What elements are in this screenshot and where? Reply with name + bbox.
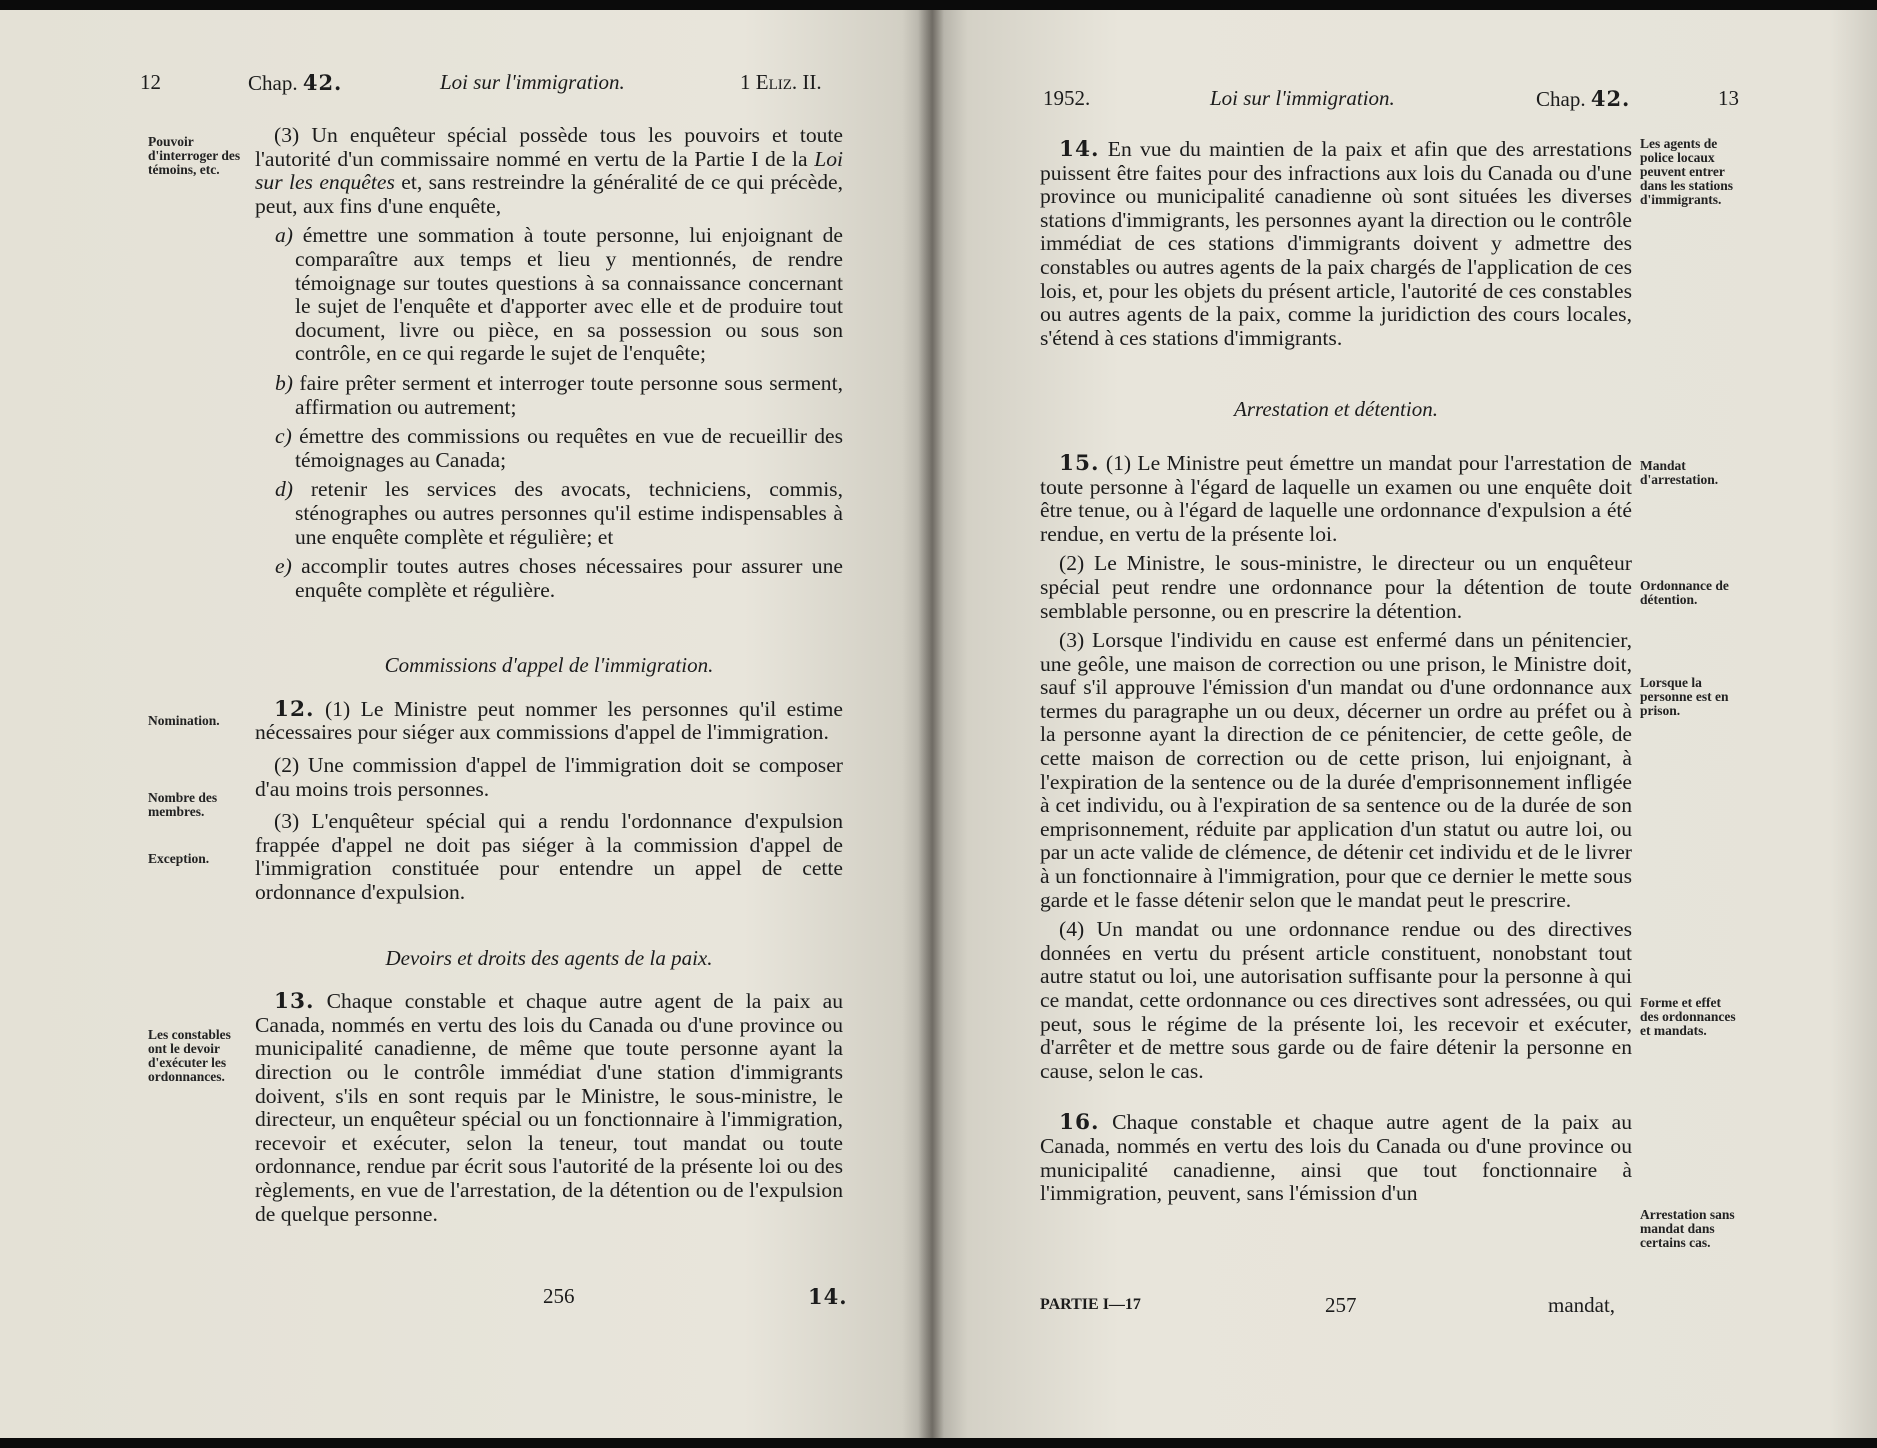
open-book: [0, 10, 1877, 1438]
left-body-text: [255, 124, 843, 1226]
margin-note-forme: Forme et effet des ordonnances et mandats.: [1640, 995, 1736, 1038]
left-running-title: Loi sur l'immigration.: [440, 70, 625, 94]
item-c: c) émettre des commissions ou requêtes en vue de recueillir des témoignages au Canada;: [275, 424, 843, 472]
right-year: 1952.: [1043, 86, 1091, 110]
right-running-title: Loi sur l'immigration.: [1210, 86, 1395, 110]
margin-note-constables: Les constables ont le devoir d'exécuter les ordonnances.: [148, 1027, 231, 1084]
section-13: 13. Chaque constable et chaque autre agent de la paix au Canada, nommés en vertu des lois du Canada ou d'une province ou municipalité canadienne, de même que toute personne ayant la direction ou le contrôle immédiat d'une station d'immigrants doivent, s'ils en sont requis par le Ministre, le sous-ministre, le directeur, un enquêteur spécial ou un fonctionnaire à l'immigration, recevoir et exécuter, selon la teneur, tout mandat ou toute ordonnance, rendue par écrit sous l'autorité de la présente loi ou des règlements, en vue de l'arrestation, de la détention ou de l'expulsion de quelque personne.: [255, 989, 843, 1226]
section-12-2: (2) Une commission d'appel de l'immigration doit se composer d'au moins trois personnes.: [255, 753, 843, 801]
section-12-3: (3) L'enquêteur spécial qui a rendu l'ordonnance d'expulsion frappée d'appel ne doit pas siéger à la commission d'appel de l'immigration constituée pour entendre un appel de cette ordonnance d'expulsion.: [255, 809, 843, 905]
heading-commissions: Commissions d'appel de l'immigration.: [384, 653, 714, 678]
section-12-1: 12. (1) Le Ministre peut nommer les personnes qu'il estime nécessaires pour siéger aux commissions d'appel de l'immigration.: [255, 696, 843, 745]
item-a: a) émettre une sommation à toute personne, lui enjoignant de comparaître aux temps et lieu y mentionnés, de rendre témoignage sur toutes questions à sa connaissance concernant le sujet de l'enquête et d'apporter avec elle et de produire tout document, livre ou pièce, en sa possession ou sous son contrôle, en ce qui regarde le sujet de l'enquête;: [275, 223, 843, 366]
margin-note-lorsque: Lorsque la personne est en prison.: [1640, 675, 1729, 718]
right-page: [930, 10, 1877, 1438]
margin-note-ordonnance: Ordonnance de détention.: [1640, 578, 1729, 607]
heading-arrestation: Arrestation et détention.: [1234, 397, 1438, 422]
right-catchword: mandat,: [1548, 1293, 1616, 1317]
right-page-number: 13: [1718, 86, 1739, 110]
margin-note-pouvoir: Pouvoir d'interroger des témoins, etc.: [148, 134, 241, 177]
section-15-1: 15. (1) Le Ministre peut émettre un mandat pour l'arrestation de toute personne à l'égard de laquelle un examen ou une enquête doit être tenue, ou à l'égard de laquelle une ordonnance d'expulsion a été rendue, en vertu de la présente loi.: [1040, 450, 1632, 546]
section-15-2: (2) Le Ministre, le sous-ministre, le directeur ou un enquêteur spécial peut rendre une ordonnance pour la détention de toute semblable personne, ou en prescrire la détention.: [1040, 551, 1632, 623]
section-15-3: (3) Lorsque l'individu en cause est enfermé dans un pénitencier, une geôle, une maison de correction ou une prison, le Ministre doit, sauf s'il approuve l'émission d'un mandat ou d'une ordonnance aux termes du paragraphe un ou deux, décerner un ordre au préfet ou à la personne ayant la direction de ce pénitencier, de cette geôle, de cette maison de correction ou de cette prison, lui enjoignant, à l'expiration de la sentence ou de la durée d'emprisonnement infligée à cet individu, ou à l'expiration de sa sentence ou de la durée de son emprisonnement, réduite par application d'un statut ou autre loi, ou par un acte valide de clémence, de détenir cet individu et de le livrer à un fonctionnaire à l'immigration, pour que ce dernier le mette sous garde et le fasse détenir selon que le mandat peut le prescrire.: [1040, 628, 1632, 912]
right-folio: 257: [1325, 1293, 1357, 1317]
margin-note-exception: Exception.: [148, 851, 210, 866]
right-body-text: [1040, 138, 1632, 1206]
left-folio: 256: [543, 1284, 575, 1308]
heading-devoirs: Devoirs et droits des agents de la paix.: [385, 945, 713, 970]
paragraph-11-3: (3) Un enquêteur spécial possède tous les pouvoirs et toute l'autorité d'un commissaire nommé en vertu de la Partie I de la Loi sur les enquêtes et, sans restreindre la généralité de ce qui précède, peut, aux fins d'une enquête,: [255, 123, 844, 218]
margin-note-mandat: Mandat d'arrestation.: [1640, 458, 1719, 487]
left-page: [0, 10, 930, 1438]
item-b: b) faire prêter serment et interroger toute personne sous serment, affirmation ou autrement;: [275, 370, 843, 419]
right-signature: PARTIE I—17: [1040, 1296, 1141, 1313]
item-e: e) accomplir toutes autres choses nécessaires pour assurer une enquête complète et régulière.: [275, 554, 843, 602]
margin-note-arrestation: Arrestation sans mandat dans certains cas.: [1640, 1207, 1735, 1250]
margin-note-agents: Les agents de police locaux peuvent entrer dans les stations d'immigrants.: [1640, 136, 1734, 207]
item-d: d) retenir les services des avocats, techniciens, commis, sténographes ou autres personnes qu'il estime indispensables à une enquête complète et régulière; et: [275, 477, 843, 549]
margin-note-nombre: Nombre des membres.: [148, 790, 218, 819]
section-15-4: (4) Un mandat ou une ordonnance rendue ou des directives données en vertu du présent article constituent, nonobstant tout autre statut ou loi, une autorisation suffisante pour la personne à qui ce mandat, cette ordonnance ou ces directives sont adressées, ou qui peut, sous le régime de la présente loi, les recevoir et exécuter, d'arrêter et de mettre sous garde ou de faire détenir la personne en cause, selon le cas.: [1040, 917, 1632, 1083]
section-16: 16. Chaque constable et chaque autre agent de la paix au Canada, nommés en vertu des lois du Canada ou d'une province ou municipalité canadienne, ainsi que tout fonctionnaire à l'immigration, peuvent, sans l'émission d'un: [1040, 1110, 1633, 1206]
left-chapter: Chap. 42.: [248, 70, 343, 95]
left-reign: 1 Eliz. II.: [740, 70, 822, 94]
left-page-number: 12: [140, 70, 161, 94]
book-gutter: [918, 10, 944, 1438]
left-catchword: 14.: [808, 1284, 848, 1309]
right-chapter: Chap. 42.: [1536, 86, 1631, 111]
margin-note-nomination: Nomination.: [148, 713, 220, 728]
section-14: 14. En vue du maintien de la paix et afin que des arrestations puissent être faites pour des infractions aux lois du Canada ou d'une province ou municipalité canadienne où sont situées les diverses stations d'immigrants, les personnes ayant la direction ou le contrôle immédiat de ces stations d'immigrants doivent y admettre des constables ou autres agents de la paix chargés de l'application de ces lois, et, pour les objets du présent article, l'autorité de ces constables ou autres agents de la paix, comme la juridiction des cours locales, s'étend à ces stations d'immigrants.: [1040, 137, 1632, 350]
